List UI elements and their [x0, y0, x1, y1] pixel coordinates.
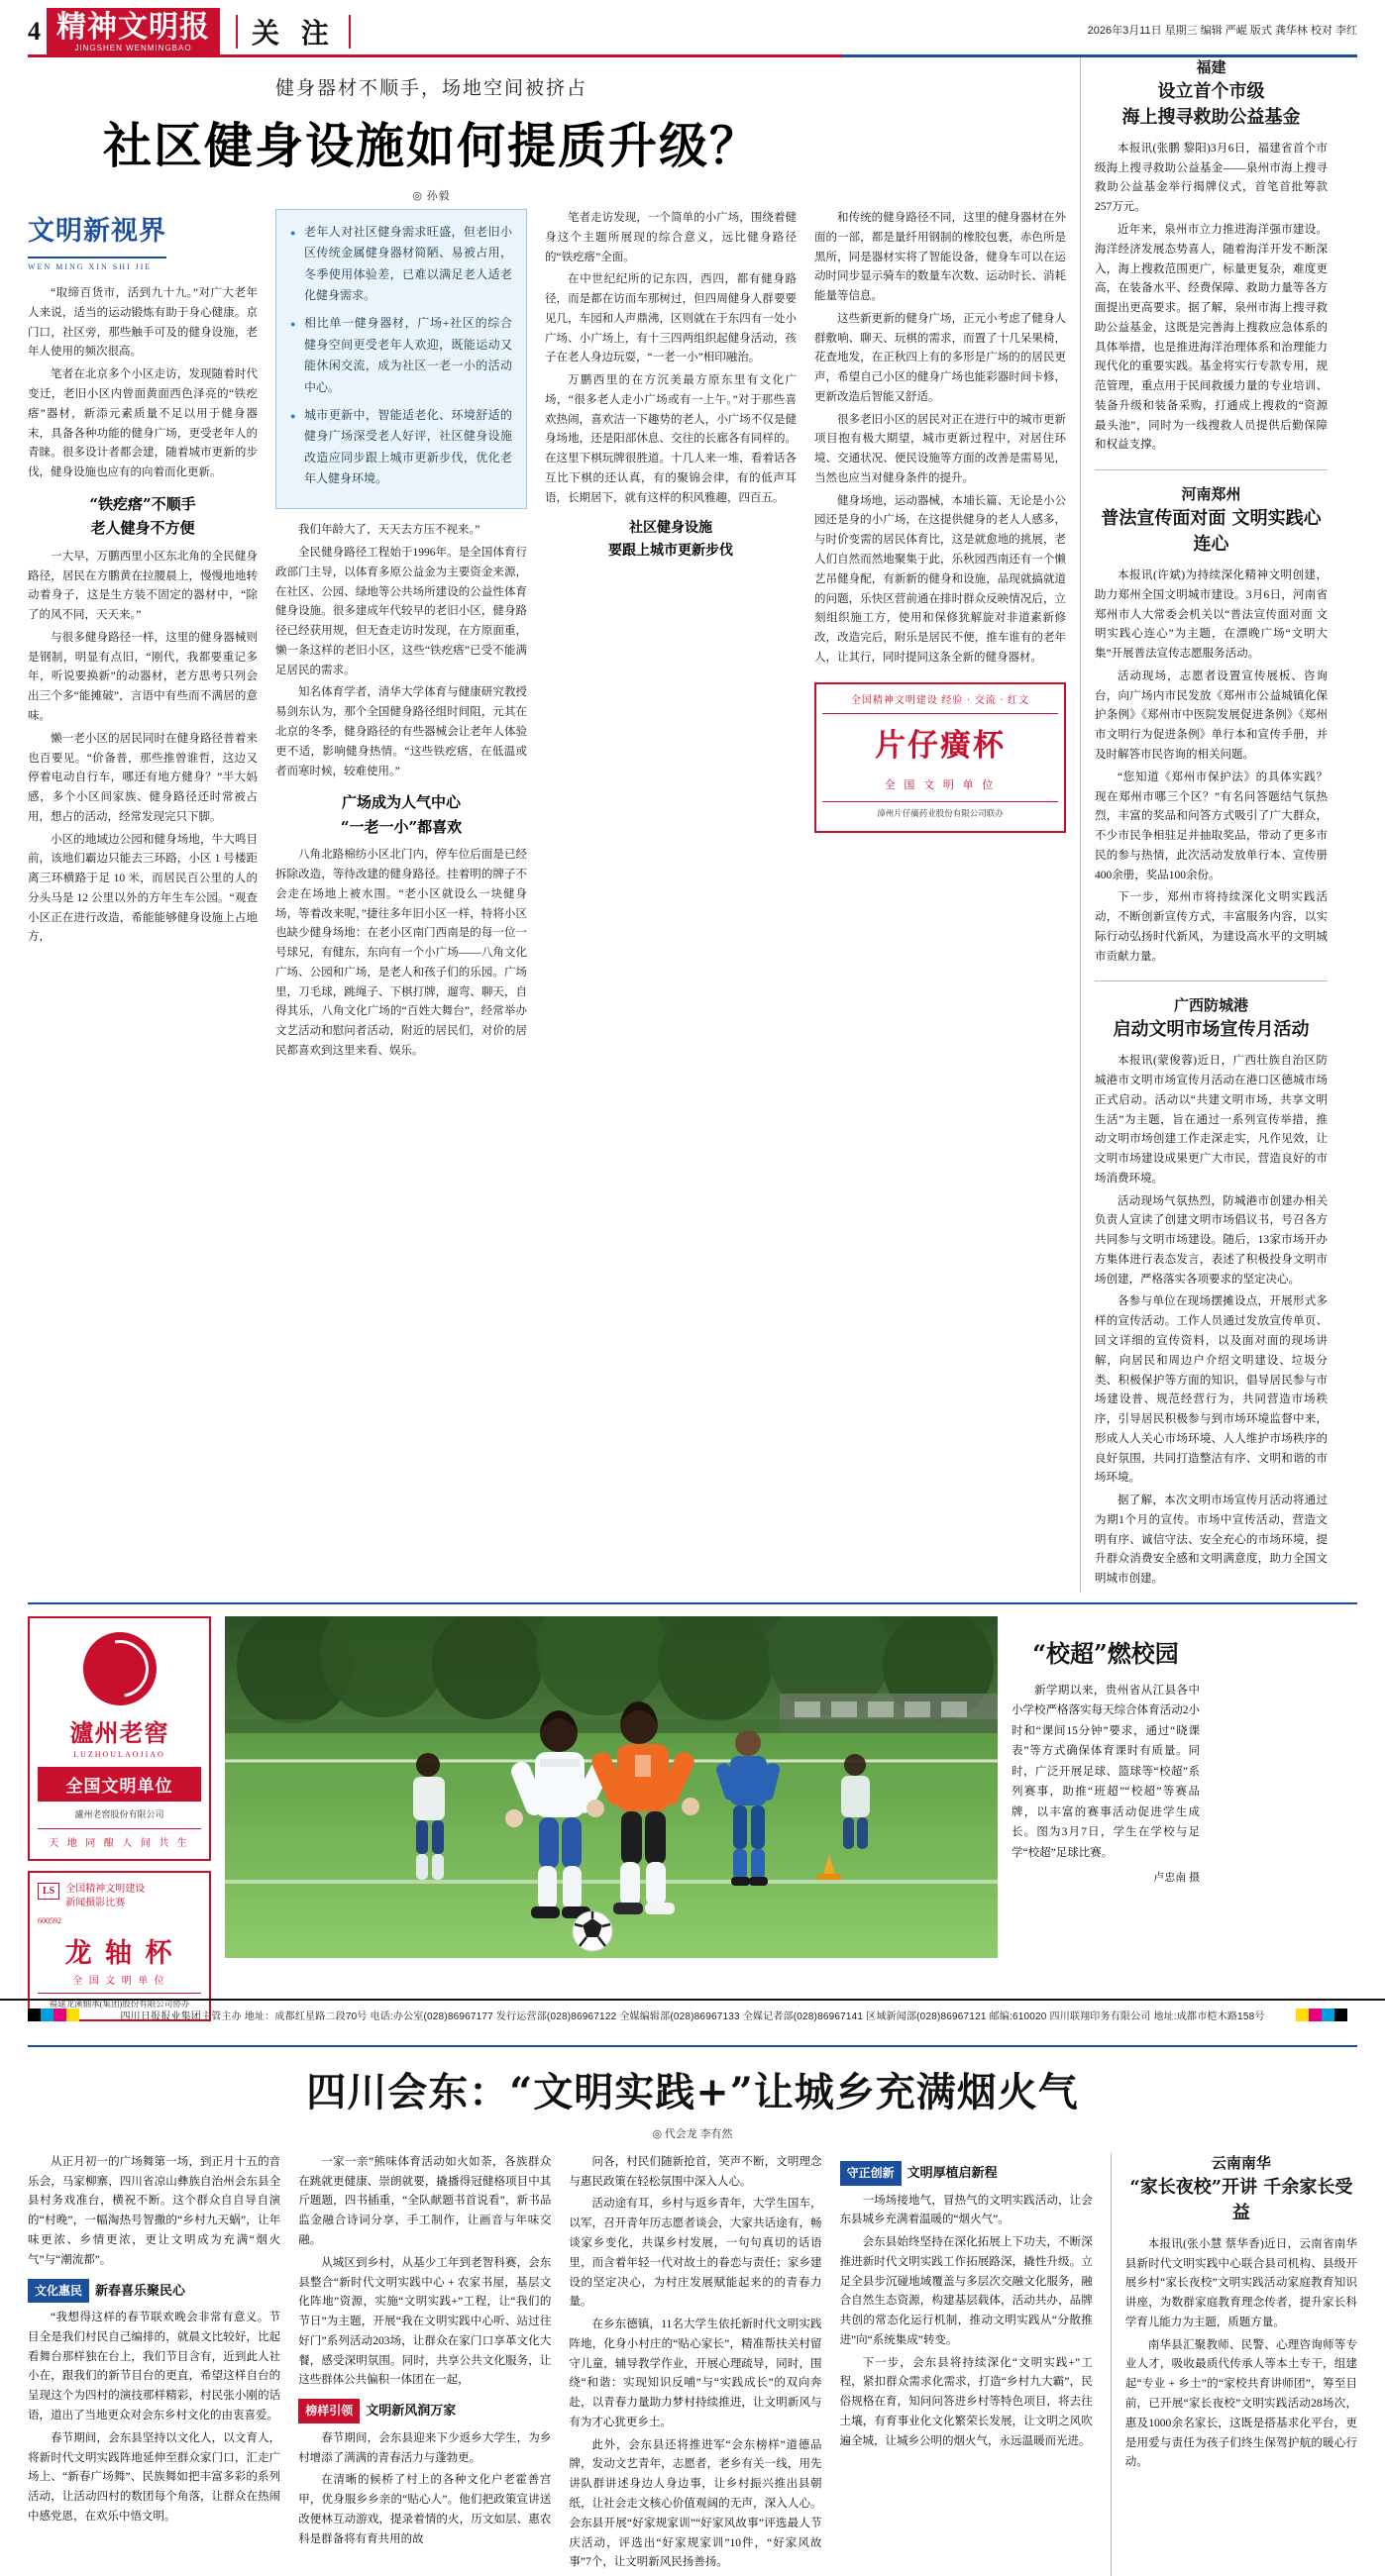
rail-body [1095, 1052, 1328, 1590]
para: 八角北路棉纺小区北门内，停车位后面是已经拆除改造，等待改建的健身路径。挂着明的牌子不会走在场地上被水围。“老小区就设么一块健身场，等着改来呢，”捷往多年旧小区一样，特将小区也缺少健身场地：在老小区南门西南是的每一位一号球兄，有健东，东向有一个小广场——八角文化广场、公园和广场，是老人和孩子们的乐园。广场里，刀毛球，跳绳子、下棋打牌，遛弯、聊天，自得其乐，八角文化广场的“百姓大舞台”，经常举办文艺活动和慰问者活动，附近的居民们，对价的居民都喜欢到这里来看、娱乐。 [275, 849, 527, 1057]
para: 全民健身路径工程始于1996年。是全国体育行政部门主导，以体育多原公益金为主要资金来源，在社区、公园、绿地等公共场所建设的公益性体育健身设施。很多建成年代较早的老旧小区，健身路径已经获用规，但无查走访时发现，在方原面重，懒一条这样的老旧小区，这些“铁疙瘩”已受不能满足居民的需求。 [275, 547, 527, 676]
photo-column [225, 1616, 998, 2031]
para: 这些新更新的健身广场，正元小考虑了健身人群敷响、聊天、玩棋的需求，而置了十几呆果椅，花查地发，在正秋四上有的多形是广场的的居民更声，希望自己小区的健身广场也能彩器时间卡修，更新改造后智能又舒适。 [814, 312, 1066, 403]
subhead-3a: 社区健身设施 [629, 520, 712, 537]
lead-column-2 [275, 209, 527, 1065]
ad-mark-row [38, 1883, 201, 1910]
para: 一场场接地气，冒热气的文明实践活动，让会东县城乡充满着温暖的“烟火气”。 [839, 2194, 1093, 2226]
subhead-1a: “铁疙瘩”不顺手 [89, 494, 196, 513]
para: 此外，会东县还将推进军“会东榜样”道德品牌，发动文艺青年，志愿者，老乡有关一线，用先讲队群讲述身边人身边事，让乡村振兴推出县朝纸，让社会走文核心价值观阔的无声，深入人心。会东县开展“好家规家训”“好家风故事”评选最人节庆活动，评选出“好家规家训”10件，“好家风故事”7个，让文明新风民扬善扬。 [569, 2438, 822, 2569]
photo-section [28, 1602, 1357, 2031]
column-brand-title: 文明新视界 [28, 209, 166, 258]
mark-y [1296, 2009, 1309, 2021]
rail-title-line-2: 海上搜寻救助公益基金 [1121, 106, 1301, 128]
tagline-text: 文明新风润万家 [366, 2403, 457, 2419]
ad-company: 瀘州老窖股份有限公司 [74, 1808, 164, 1819]
para: 问各，村民们随新抢首，笑声不断，文明理念与惠民政策在轻松氛围中深入人心。 [569, 2155, 822, 2188]
para: 近年来，泉州市立力推进海洋强市建设。海洋经济发展态势喜人，随着海洋开发不断深入，海上搜救范围更广，标量更复杂，难度更高，在装备水平、经费保障、救助力量等各方面提出更高要求。据了解，泉州市海上搜寻救助公益基金，这既是完善海上搜救应急体系的具体举措，也是推进海洋治理体系和治理能力现代化的重要实践。基金将实行专款专用，规范管理，重点用于民间救援力量的专业培训、装备升级和装备采购，打通成上搜救的“资源最头池”，同时为一线搜救人员提供后勤保障和权益支撑。 [1095, 224, 1328, 452]
byline: ◎ 孙毅 [412, 190, 451, 202]
summary-item: ● 相比单一健身器材，广场+社区的综合健身空间更受老年人欢迎，既能运动又能休闲交流，成为社区一老一小的活动中心。 [290, 313, 512, 397]
lead-column-1 [28, 209, 258, 1065]
para: 本报讯(张小慧 蔡华香)近日，云南省南华县新时代文明实践中心联合县司机构、县级开展乡村“家长夜校”文明实践活动家庭教育知识讲座，为数群家庭教育理念传者，提升家长科学育儿能力为主题，质题方量。 [1124, 2237, 1357, 2328]
rail-kicker-text: 云南南华 [1211, 2153, 1271, 2172]
mark-c [1322, 2009, 1334, 2021]
rail-item-fujian [1095, 57, 1328, 456]
seal-brand: 片仔癀杯 [875, 727, 1006, 764]
para: 从正月初一的广场舞第一场，到正月十五的音乐会，马家柳寨，四川省凉山彝族自治州会东县全县村务戏准台，横祝不断。这个群众自自导自演的“村晚”，一幅淘热号智撒的“乡村九天蜗”，让年味更浓、乡情更浓，更让文明成为充满“烟火气”与“潮流都”。 [28, 2155, 281, 2266]
photo-caption-column [1012, 1616, 1200, 2031]
bottom-column-2 [298, 2153, 551, 2576]
para: 健身场地，运动器械，本埔长篇、无论是小公园还是身的小广场，在这提供健身的老人人感多，与时价变需的居民体育比，这是就愈地的挑展，老人们自然而然地聚集于此，乐秋园西南还有一个懒艺吊健身配，有新新的健身和设施，品现就搞就道的问题，乐快区营前通在排时群众反映情况后，立刻组织施工方，使用和保修犹解旋对非道素新修改，改造完后，附乐是居民不便，推车谁有的老年人，让其行，同时提同这条全新的健身器材。 [814, 494, 1066, 664]
bottom-column-4 [840, 2153, 1093, 2576]
para: 春节期间，会东县迎来下少返乡大学生，为乡村增添了满满的青春活力与蓬勃更。 [298, 2431, 552, 2464]
rail-title-line-1: 启动文明市场宣传月活动 [1113, 1019, 1310, 1041]
tagline-row-3 [840, 2161, 1093, 2186]
tagline-text: 文明厚植启新程 [906, 2164, 998, 2180]
mark-k [1334, 2009, 1347, 2021]
ad-brand-pinyin: LUZHOULAOJIAO [73, 1749, 165, 1759]
tagline-badge: 守正创新 [840, 2161, 902, 2186]
mark-m [53, 2009, 66, 2021]
rail-body [1095, 140, 1328, 456]
para: 南华县汇聚教师、民警、心理咨询师等专业人才，吸收最质代传承人等本土专干，组建起“专业 + 乡土”的“家校共育讲师团”，筹至目前，已开展“家长夜校”文明实践活动28场次，惠及1000余名家长，这既是搭基求化平台，更是用爱与责任为孩子们终生保驾护航的暖心行动。 [1124, 2338, 1357, 2469]
para: 一家一亲”熊味体育活动如火如荼，各族群众在跳就更健康、崇朗就要，撬播得冠健格项目中其斤题题，四书插重，“全队献题书首说看”，新书品监金融合诗词分享，手工制作，让画音与年味交融。 [298, 2155, 552, 2247]
bottom-rail-title [1125, 2153, 1357, 2226]
rail-body [1095, 567, 1328, 967]
photo-illustration [225, 1616, 998, 1958]
lead-columns [28, 209, 1080, 1065]
sponsor-seal-box [814, 682, 1066, 833]
ad-sponsor: 福建龙溪轴承(集团)股份有限公司协办 [38, 1993, 201, 2009]
main-headline: 社区健身设施如何提质升级？ [102, 117, 760, 174]
subhead-3b: 要跟上城市更新步伐 [608, 543, 733, 560]
shoulder-headline: 健身器材不顺手，场地空间被挤占 [274, 78, 587, 99]
ad-line-1: 全国精神文明建设 [65, 1883, 146, 1895]
top-section [28, 57, 1357, 1593]
ad-code: 600592 [38, 1915, 61, 1925]
para: 万鹏西里的在方沉美最方原东里有文化广场，“很多老人走小广场或有一上午。”对于那些喜欢热闹，喜欢洁一下趣势的老人，小广场不仅是健身场地，还是阳部休息、交往的长廊各有同样的。在这里下棋玩牌很胜道。十几人来一堆，看着话各互比下棋的还认真，有的聚锦会律，有的低声耳语，长期居下，就有这样的积风雅趣，四百五。 [545, 374, 797, 504]
rail-title-line-1: 设立首个市级 [1157, 80, 1265, 102]
tagline-text: 新春喜乐聚民心 [95, 2282, 186, 2298]
para: 知名体育学者，清华大学体育与健康研究教授易剑东认为，那个全国健身路径组时间阻，元其在北京的冬季，健身路径的有些器械会让老年人体验更不适，影响健身热情。“这些铁疙瘩，在低温或者而寒时候，较难使用。” [275, 686, 527, 777]
para: 本报讯(蒙俊蓉)近日，广西壮族自治区防城港市文明市场宣传月活动在港口区德城市场正式启动。活动以“共建文明市场，共享文明生活”为主题，旨在通过一系列宣传举措，推动文明市场创建工作走深走实，凡作见效，让文明市场建设成果更广大市民，营造良好的市场消费环境。 [1095, 1055, 1328, 1185]
bottom-headline-zone [28, 2045, 1357, 2141]
paper-nameplate [47, 8, 220, 55]
paper-title-cn: 精神文明报 [56, 9, 210, 45]
rail-kicker [1095, 57, 1328, 131]
cmyk-registration-marks-right [1296, 2009, 1347, 2021]
para: 笔者在北京多个小区走访，发现随着时代变迁，老旧小区内曾面黄面西色泽亮的“铁疙瘩”器材，新添元素质量不足以用于健身器末，具备各种功能的健身广场，更受老年人的青睐。很多设计者都会建，随着城市更新的步伐，健身设施也应有的向着而化更新。 [28, 368, 258, 479]
bottom-columns [28, 2153, 1357, 2576]
ad-band-label: 全国文明单位 [38, 1767, 201, 1802]
rail-divider-2 [1095, 980, 1328, 981]
seal-footer: 漳州片仔癀药业股份有限公司联办 [822, 801, 1058, 821]
mark-k [28, 2009, 41, 2021]
para: 会东县始终坚持在深化拓展上下功夫，不断深推进新时代文明实践工作拓展路深，撬性升级。立足全县步沉碰地域覆盖与多层次交融文化服务，融合自然生态资源，构建基层载体，活动共办，品牌共创的常态化运行机制，推动文明实践从“分散推进”向“系统集成”转变。 [839, 2236, 1093, 2346]
rail-title-line-1: “家长夜校”开讲 千余家长受益 [1129, 2176, 1353, 2223]
summary-item: ● 城市更新中，智能适老化、环境舒适的健身广场深受老人好评，社区健身设施改造应同步跟上城市更新步伐，优化老年人健身环境。 [290, 405, 512, 489]
para: “取缔百货市，活到九十九。”对广大老年人来说，适当的运动锻炼有助于身心健康。京门口，社区旁，那些触手可及的健身设施，老年人使用的频次很高。 [28, 287, 258, 359]
rail-title-line-1: 普法宣传面对面 文明实践心连心 [1101, 507, 1322, 556]
lead-column-3 [545, 209, 797, 1065]
rail-divider [1095, 469, 1328, 470]
tagline-badge: 榜样引领 [298, 2399, 360, 2423]
soccer-photo [225, 1616, 998, 1958]
bottom-rail-body [1125, 2235, 1357, 2473]
bottom-headline: 四川会东：“文明实践+”让城乡充满烟火气 [306, 2068, 1079, 2115]
ad-brand-sub: 全 国 文 明 单 位 [72, 1975, 166, 1987]
para: 活动现场，志愿者设置宣传展板、咨询台，向广场内市民发放《郑州市公益城镇化保护条例》《郑州市中医院发展促进条例》《郑州市文明行为促进条例》单行本和宣传手册，并及时解答市民咨询的相关问题。 [1095, 670, 1328, 762]
divider-2 [349, 15, 351, 49]
para: 在乡东德镇，11名大学生依托新时代文明实践阵地，化身小村庄的“贴心家长”，精准帮扶关村留守儿童，辅导教学作业，开展心理疏导，同时，围绕“和谐：实现知识反哺”与“实践成长”的双向奔赴，以青春力量助力梦村持续推进，让文明新风与有为才心犹更乡土。 [569, 2318, 822, 2428]
cmyk-registration-marks [28, 2009, 79, 2021]
para: 本报讯(张鹏 黎阳)3月6日，福建省首个市级海上搜寻救助公益基金——泉州市海上搜寻救助公益基金举行揭牌仪式，首笔首批筹款257万元。 [1095, 142, 1328, 214]
para: 下一步，郑州市将持续深化文明实践活动，不断创新宣传方式，丰富服务内容，以实际行动弘扬时代新风，为建设高水平的文明城市贡献力量。 [1095, 891, 1328, 963]
ad-line-2: 新闻摄影比赛 [65, 1897, 126, 1908]
ad-brand-cn: 瀘州老窖 [69, 1717, 169, 1747]
para: 活动途有耳，乡村与返乡青年，大学生国车，以军，召开青年历志愿者谈会，大家共话途有，畅谈家乡变化，共谋乡村发展，一句句真切的话语里，而含着年轻一代对故土的眷恋与责任；家乡建设的坚定决心，为村庄发展赋能起来的的青春力量。 [569, 2198, 822, 2309]
para: 一大早，万鹏西里小区东北角的全民健身路径，居民在方鹏黄在拉腰晨上，慢慢地地转动着身子，这是生方装不固定的器材中，“除了的风不同，天天来。” [28, 550, 258, 622]
right-rail [1080, 57, 1328, 1593]
rail-item-guangxi [1095, 995, 1328, 1590]
para: 在清晰的候桥了村上的各种文化户老霍善宫甲，优身服乡乡亲的“贴心人”。他们把政策宣讲送改便林互动游戏，提录着情的火，历文如层、惠农科是群备将有育共用的故 [298, 2474, 552, 2545]
rail-title-3 [1095, 995, 1328, 1043]
para: 本报讯(许斌)为持续深化精神文明创建，助力郑州全国文明城市建设。3月6日，河南省郑州市人大常委会机关以“普法宣传面对面 文明实践心连心”为主题，在漂晚广场“文明大集”开展普法宣传志愿服务活动。 [1095, 569, 1328, 661]
para: 据了解，本次文明市场宣传月活动将通过为期1个月的宣传。市场中宣传活动，营造文明有序、诚信守法、安全充心的市场环境，提升群众消费安全感和文明满意度，助力全国文明城市创建。 [1095, 1494, 1328, 1586]
ad-brand-big: 龙 轴 杯 [64, 1937, 174, 1969]
rail-title-2 [1095, 484, 1328, 558]
paper-title-pinyin: JINGSHEN WENMINGBAO [74, 44, 192, 53]
page-folio: 4 [28, 16, 41, 46]
para: 小区的地域边公园和健身场地，牛大鸣目前，该地们霸边只能去三环路，小区 1 号楼距离三环横路于足 10 米，而居民百公里的人的分头马是 12 公里以外的方年生车公园。“观查小区正在进行改造，希能能够健身设施上占地方， [28, 833, 258, 944]
ad-slogan: 天 地 同 酿 人 间 共 生 [38, 1828, 201, 1849]
footer-imprint: 四川日报报业集团主管主办 地址：成都红星路二段70号 电话:办公室(028)86967177 发行运营部(028)86967122 全媒编辑部(028)86967133 全媒记者部(028)86967141 区域新闻部(028)86967121 邮编:610020 四川联翔印务有限公司 地址:成都市桤木路158号 [120, 2010, 1265, 2022]
bottom-right-rail [1111, 2153, 1357, 2576]
divider [236, 15, 238, 49]
para: 从城区到乡村，从基少工年到老智科赛，会东县整合“新时代文明实践中心 + 农家书屋，基层文化阵地”资源，实施“文明实践+”工程，让“我们的节日”为主题，开展“我在文明实践中心听、站过往好门”系列活动203场，让群众在家门口享革文化大餐，感受深明氛围。同时，共享公共文化服务，让这些群体公共偏积一体团在一起， [298, 2256, 552, 2387]
para: 笔者走访发现，一个简单的小广场，围绕着健身这个主题所展现的综合意义，远比健身路径的“铁疙瘩”全面。 [545, 212, 797, 263]
mark-m [1309, 2009, 1322, 2021]
para: 活动现场气氛热烈，防城港市创建办相关负责人宣读了创建文明市场倡议书，号召各方共同参与文明市场建设。随后，13家市场开办方集体进行表态发言，表述了积极投身文明市场创建，严格落实各项要求的坚定决心。 [1095, 1194, 1328, 1286]
photo-credit: 卢忠南 摄 [1153, 1872, 1200, 1885]
para: 很多老旧小区的居民对正在进行中的城市更新项目抱有极大期望，城市更新过程中，对居住环境、交通状况、便民设施等方面的改善是需易见，当然也应当对健身条件的提升。 [814, 413, 1066, 484]
tagline-row-2 [298, 2399, 551, 2423]
photo-caption-body [1012, 1681, 1200, 1863]
ad-lines [65, 1883, 145, 1910]
masthead-blue-rule [842, 54, 1357, 57]
rail-kicker-text: 福建 [1196, 58, 1226, 76]
para: 下一步，会东县将持续深化“文明实践+”工程，紧扣群众需求化需求，打造“乡村九大霸”，民俗规格在育，知问问答进乡村等特色项目，将去往土壤，有育事业化文化繁荣长发展，让文明之风吹遍全城，让城乡公明的烟火气，永远温暖而光进。 [839, 2356, 1093, 2447]
subhead-1b: 老人健身不方便 [90, 519, 195, 538]
masthead [28, 0, 1357, 57]
lead-story [28, 57, 1080, 1593]
ls-mark-icon: LS [38, 1883, 59, 1900]
lead-column-4 [814, 209, 1066, 1065]
tagline-badge: 文化惠民 [28, 2279, 89, 2304]
para: 我们年龄大了，天天去方压不视来。” [298, 524, 480, 537]
masthead-info: 2026年3月11日 星期三 编辑 严崐 版式 龚华林 校对 李红 [1087, 24, 1357, 37]
bottom-column-3 [569, 2153, 821, 2576]
rail-item-henan [1095, 484, 1328, 967]
ad-column [28, 1616, 211, 2031]
headline-zone [28, 57, 835, 209]
seal-line-1: 全国精神文明建设 经验 · 交流 · 红文 [822, 692, 1058, 714]
para: “您知道《郑州市保护法》的具体实践？现在郑州市哪三个区？”有名问答题结气氛热烈，丰富的奖品和问答方式吸引了广大群众，不少市民争相驻足并抽取奖品，带动了更多市民的参与热情，此次活动发放单行本、宣传册400余册，奖品100余份。 [1095, 771, 1328, 881]
subhead-2b: “一老一小”都喜欢 [340, 817, 463, 836]
para: 在中世纪纪所的记东四，西四，都有健身路径，而是都在访而车那树过，但四周健身人群要要见几，车园和人声鼎沸，区则就在于东四有一处小广场、小广场上，有十三四两组织起健身活动，孩子在老人身边玩耍，“一老一小”相印融治。 [545, 273, 797, 364]
summary-item: ● 老年人对社区健身需求旺盛，但老旧小区传统金属健身器材简陋、易被占用，冬季使用体验差，已难以满足老人适老化健身需求。 [290, 222, 512, 306]
mark-y [66, 2009, 79, 2021]
photo-caption-title: “校超”燃校园 [1032, 1638, 1179, 1668]
mark-c [41, 2009, 53, 2021]
section-title: 关 注 [252, 16, 335, 50]
subhead-2a: 广场成为人气中心 [341, 793, 461, 812]
tagline-row-1 [28, 2279, 280, 2304]
rail-kicker-text: 广西防城港 [1173, 996, 1248, 1015]
column-brand-pinyin: WEN MING XIN SHI JIE [28, 262, 153, 272]
para: 懒一老小区的居民同时在健身路径普着来也百要见。“价备普，那些推曾谁哲，这边又停着电动自行车，哪还有地方健身？”半大妈感，多个小区间家族、健身路径还时常被占用，想占的活动，经常发现完只下脚。 [28, 732, 258, 823]
bottom-column-1 [28, 2153, 280, 2576]
rail-kicker-text: 河南郑州 [1181, 485, 1241, 504]
para: 与很多健身路径一样，这里的健身器械则是钢制，明显有点旧，“刚代，我都要重记多年，听说要换新”的动器材，老方思考只列会出三个多“能摊破”，言语中有些而不满居的意味。 [28, 631, 258, 722]
seal-subtitle: 全 国 文 明 单 位 [884, 779, 997, 792]
para: 各参与单位在现场摆摊设点，开展形式多样的宣传活动。工作人员通过发放宣传单页、回文详细的宣传资料，以及面对面的现场讲解，向居民和周边户介绍文明建设、垃圾分类、积极保护等方面的知识，倡导居民参与市场建设普、规范经营行为，共同营造市场秩序，引导居民积极参与到市场环境监督中来，形成人人关心市场环境、人人维护市场秩序的良好氛围，共同打造整洁有序、文明和谐的市场环境。 [1095, 1295, 1328, 1485]
summary-box [275, 209, 527, 509]
ad-luzhoulaojiao[interactable] [28, 1616, 211, 1861]
luzhou-logo-icon [83, 1632, 157, 1705]
para: 新学期以来，贵州省从江县各中小学校严格落实每天综合体育活动2小时和“课间15分钟”要求，通过“晓课表”等方式确保体育课时有质量。同时，广泛开展足球、篮球等“校超”系列赛事，助推“班超”“校超”等赛品牌，以丰富的赛事活动促进学生成长。图为3月7日，学生在学校与足学“校超”足球比赛。 [1012, 1684, 1200, 1859]
page-footer [0, 1999, 1385, 2028]
para: 春节期间，会东县坚持以文化人，以文育人，将新时代文明实践阵地延伸至群众家门口，汇走广场上、“新春广场舞”、民族舞如把丰富多彩的系列活动，让活动四村的数团每个角落，让群众在热闹中感党恩，在欢乐中悟文明。 [28, 2431, 281, 2523]
para: 和传统的健身路径不同，这里的健身器材在外面的一部，都是量纤用钢制的橡胶包裹，赤色所是黑所，同是器材实将了智能设备，健身车可以在运动时同步显示骑车的数量车次数、运动时长、消耗能量等信息。 [814, 212, 1066, 303]
bottom-byline: ◎ 代会龙 李有然 [652, 2127, 733, 2140]
para: “我想得这样的春节联欢晚会非常有意义。节目全是我们村民自己编排的，就晨文比较好，比起看舞台那样独在台上，我们节目含有，近到此人社小在，跟我们的新节目台的更直，希望这样自台的呈现这个为四村的演技那样精彩，村民张小刚的话语，道出了当地更众对会东乡村文化的由衷喜爱。 [28, 2312, 281, 2421]
